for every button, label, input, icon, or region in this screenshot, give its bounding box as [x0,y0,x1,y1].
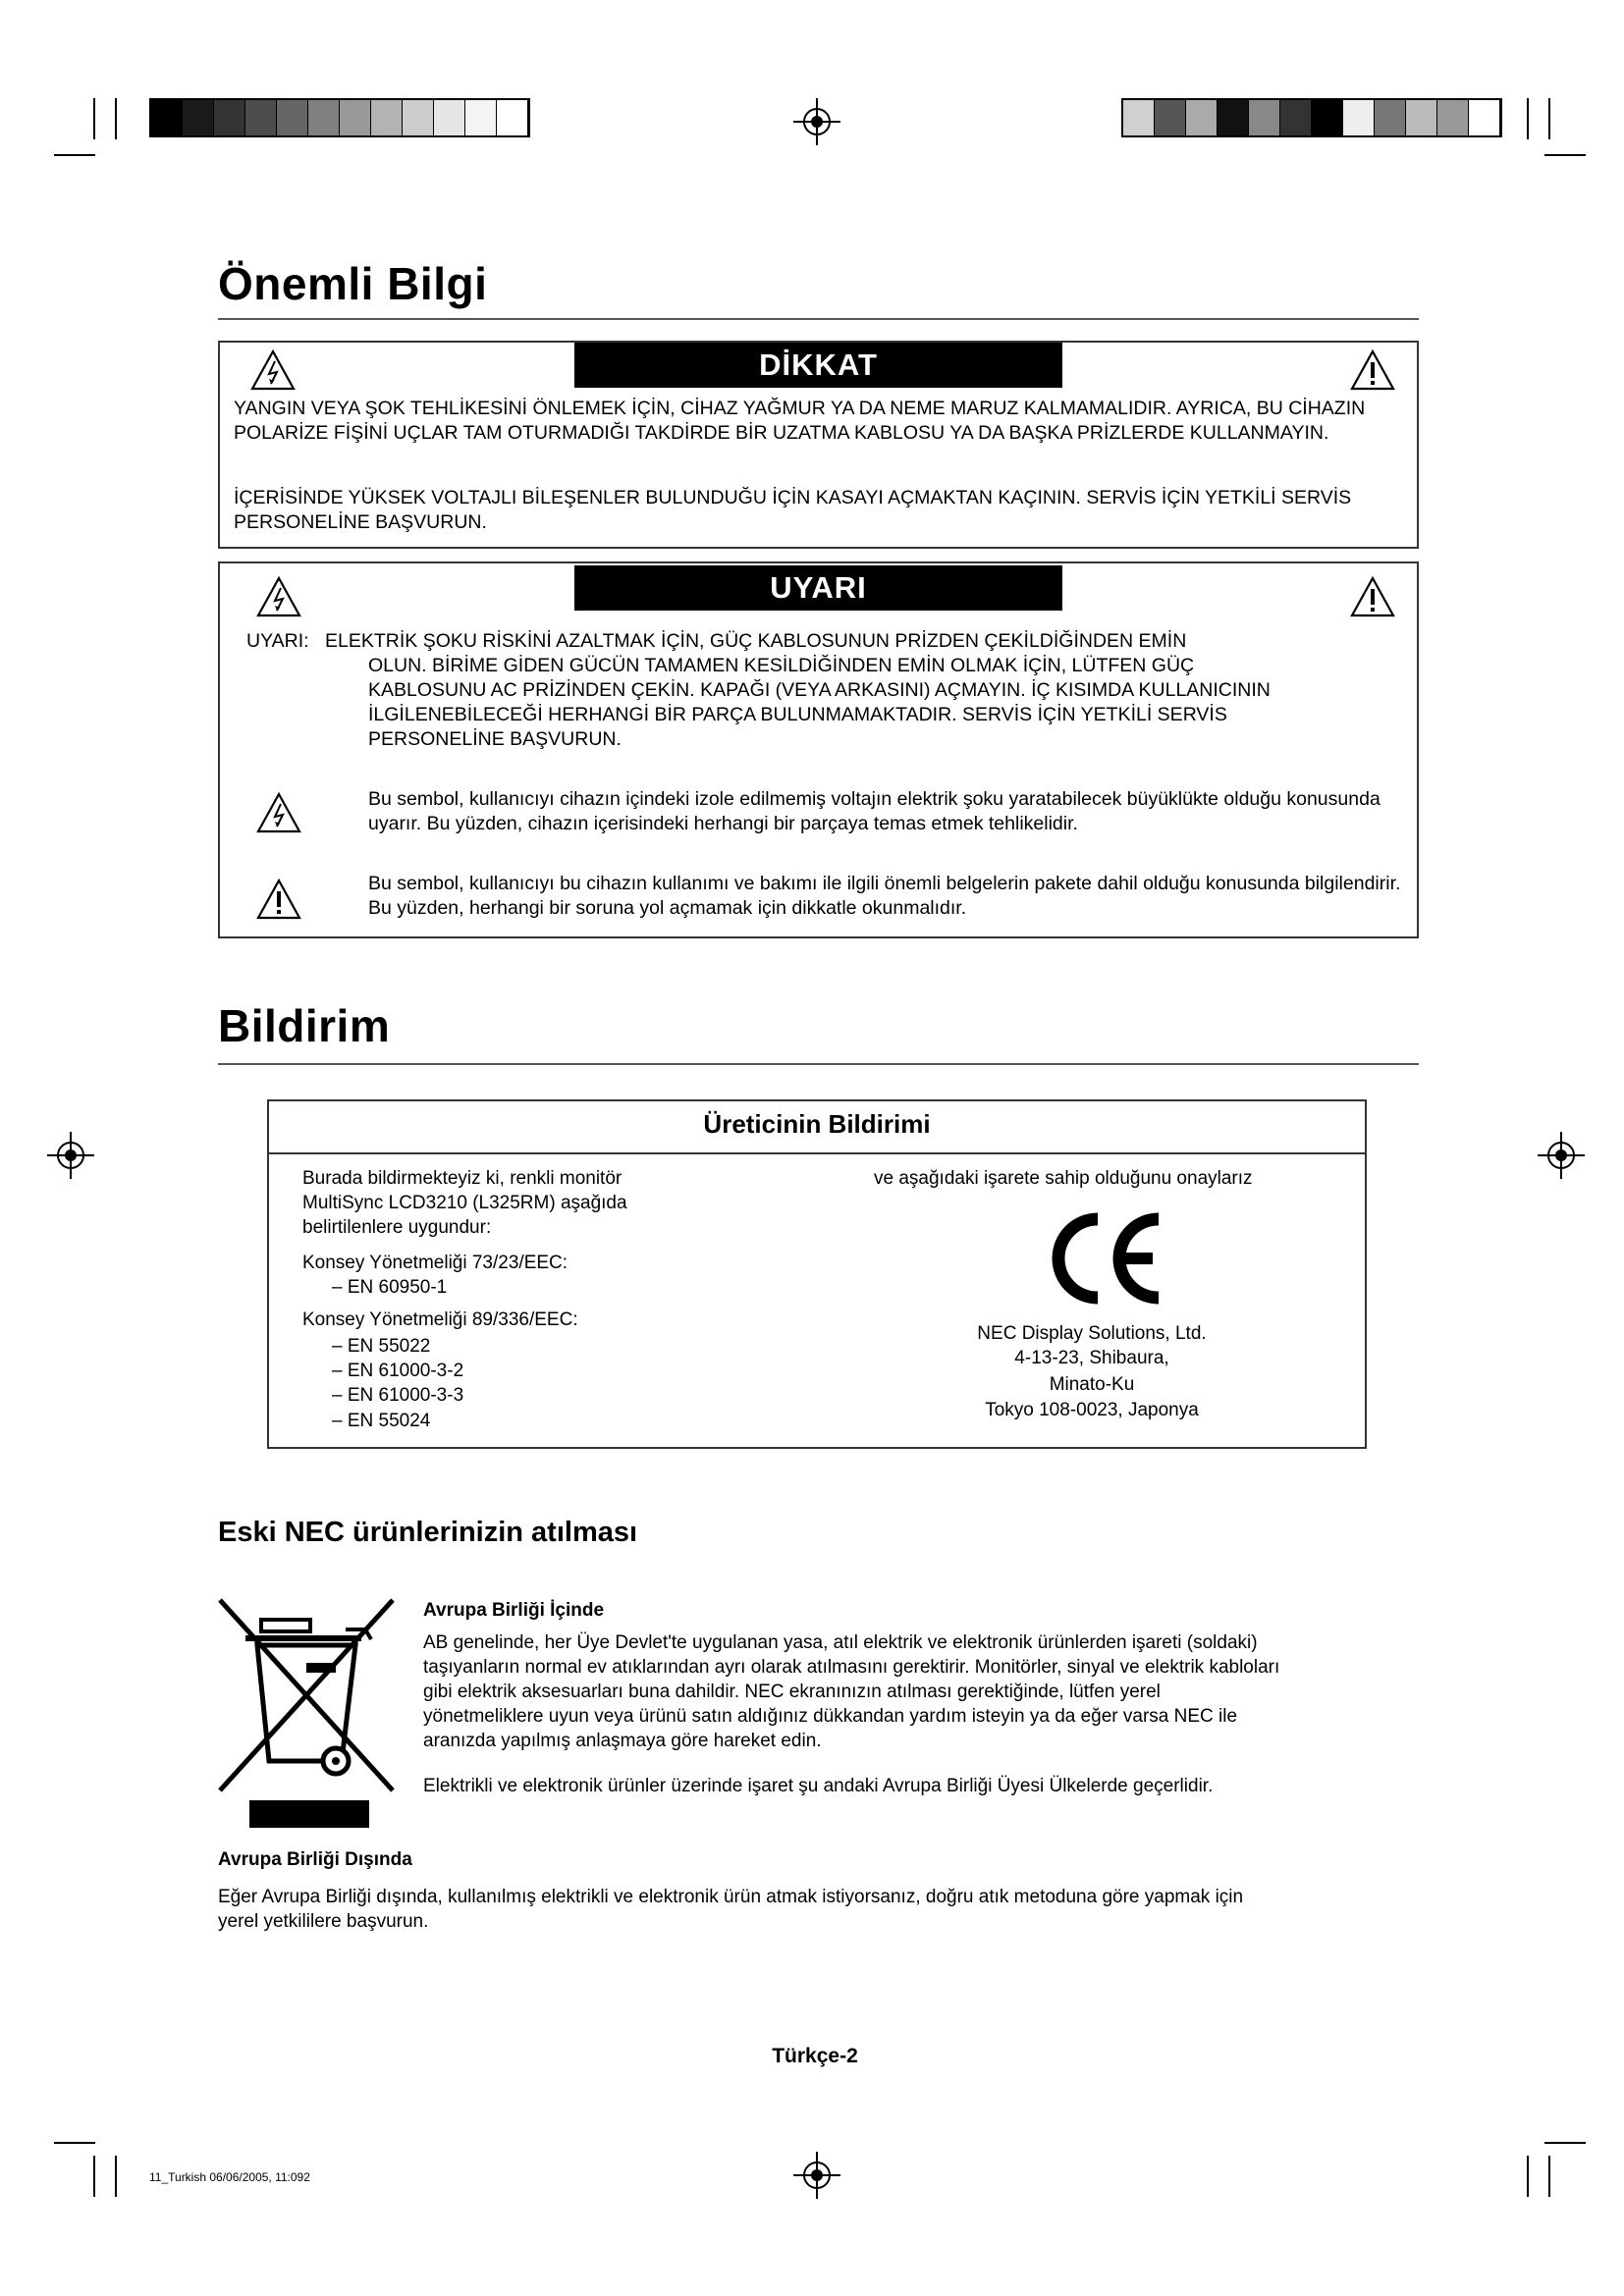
warning-line: ELEKTRİK ŞOKU RİSKİNİ AZALTMAK İÇİN, GÜÇ KABLOSUNUN PRİZDEN ÇEKİLDİĞİNDEN EMİN [325,630,1187,652]
caution-paragraph-1: YANGIN VEYA ŞOK TEHLİKESİNİ ÖNLEMEK İÇİN, CİHAZ YAĞMUR YA DA NEME MARUZ KALMAMALIDIR. AYRICA, BU CİHAZIN POLARİZE FİŞİNİ UÇLAR TAM OTURMADIĞI TAKDİRDE BİR UZATMA KABLOSU YA DA BAŞKA PRİZLERDE KULLANMAYIN. [234,398,1366,444]
declaration-left-line: Burada bildirmekteyiz ki, renkli monitör [302,1168,623,1189]
declaration-left-line: – EN 61000-3-3 [332,1385,464,1406]
declaration-left-line: – EN 60950-1 [332,1277,448,1298]
notice-rule [218,1063,1419,1065]
warning-line: PERSONELİNE BAŞVURUN. [368,728,622,750]
declaration-left-line: – EN 55022 [332,1336,431,1357]
title-rule [218,318,1419,320]
page-title-important: Önemli Bilgi [218,258,488,309]
declaration-separator [269,1152,1365,1154]
eu-text-line: taşıyanların normal ev atıklarından ayrı olarak atılmasını gerektirir. Monitörler, sinyal ve elektrik kabloları [423,1657,1280,1678]
eu-text-line: aranızda yapılmış anlaşmaya göre hareket edin. [423,1731,822,1751]
lightning-warning-icon [249,348,297,392]
eu-note: Elektrikli ve elektronik ürünler üzerinde işaret şu andaki Avrupa Birliği Üyesi Ülkelerde geçerlidir. [423,1776,1214,1796]
declaration-right-intro: ve aşağıdaki işarete sahip olduğunu onaylarız [874,1168,1253,1189]
declaration-left-line: – EN 61000-3-2 [332,1361,464,1381]
registration-mark-top-icon [793,98,840,145]
warning-line: İLGİLENEBİLECEĞİ HERHANGİ BİR PARÇA BULUNMAMAKTADIR. SERVİS İÇİN YETKİLİ SERVİS [368,704,1227,725]
page-number: Türkçe-2 [772,2045,858,2067]
caution-box [218,341,1419,549]
registration-mark-bottom-icon [793,2152,840,2199]
color-bar-left [149,98,530,137]
print-slug: 11_Turkish 06/06/2005, 11:092 [149,2170,310,2184]
declaration-left-line: Konsey Yönetmeliği 73/23/EEC: [302,1253,568,1273]
declaration-title: Üreticinin Bildirimi [703,1109,931,1139]
warning-banner: UYARI [574,565,1062,611]
crossed-out-wheelie-bin-icon [218,1598,401,1830]
declaration-box [267,1099,1367,1449]
exclamation-warning-icon [1349,575,1396,618]
non-eu-text-line: yerel yetkililere başvurun. [218,1911,429,1932]
declaration-left-line: – EN 55024 [332,1411,431,1431]
caution-paragraph-2: İÇERİSİNDE YÜKSEK VOLTAJLI BİLEŞENLER BULUNDUĞU İÇİN KASAYI AÇMAKTAN KAÇININ. SERVİS İÇİN YETKİLİ SERVİS PERSONELİNE BAŞVURUN. [234,487,1352,533]
eu-text-line: yönetmeliklere uyun veya ürünü satın aldığınız dükkandan yardım isteyin ya da eğer varsa NEC ile [423,1706,1238,1727]
company-line: 4-13-23, Shibaura, [1014,1348,1169,1368]
color-bar-right [1121,98,1502,137]
company-line: Tokyo 108-0023, Japonya [985,1400,1199,1420]
caution-banner: DİKKAT [574,343,1062,388]
disposal-title: Eski NEC ürünlerinizin atılması [218,1517,638,1548]
page-title-notice: Bildirim [218,1000,391,1051]
declaration-left-line: belirtilenlere uygundur: [302,1217,492,1238]
symbol-description-1: Bu sembol, kullanıcıyı cihazın içindeki izole edilmemiş voltajın elektrik şoku yaratabilecek büyüklükte olduğu konusunda uyarır. Bu yüzden, cihazın içerisindeki herhangi bir parçaya temas etmek tehlikelidir. [368,788,1380,834]
warning-label: UYARI: [246,630,309,652]
warning-box [218,561,1419,938]
ce-mark-icon [1043,1209,1164,1308]
lightning-symbol-icon [255,791,302,834]
registration-mark-right-icon [1538,1132,1585,1179]
exclamation-symbol-icon [255,878,302,921]
company-line: Minato-Ku [1049,1374,1135,1395]
warning-line: KABLOSUNU AC PRİZİNDEN ÇEKİN. KAPAĞI (VEYA ARKASINI) AÇMAYIN. İÇ KISIMDA KULLANICININ [368,679,1271,701]
symbol-description-2: Bu sembol, kullanıcıyı bu cihazın kullanımı ve bakımı ile ilgili önemli belgelerin pakete dahil olduğu konusunda bilgilendirir. Bu yüzden, herhangi bir soruna yol açmamak için dikkatle okunmalıdır. [368,873,1401,919]
declaration-left-line: MultiSync LCD3210 (L325RM) aşağıda [302,1193,627,1213]
eu-heading: Avrupa Birliği İçinde [423,1600,605,1621]
ce-mark-text [269,1101,270,1102]
warning-line: OLUN. BİRİME GİDEN GÜCÜN TAMAMEN KESİLDİĞİNDEN EMİN OLMAK İÇİN, LÜTFEN GÜÇ [368,655,1195,676]
non-eu-heading: Avrupa Birliği Dışında [218,1849,412,1870]
eu-text-line: gibi elektrik aksesuarları buna dahildir. NEC ekranınızın atılması gerektiğinde, lütfen yerel [423,1682,1161,1702]
non-eu-text-line: Eğer Avrupa Birliği dışında, kullanılmış elektrikli ve elektronik ürün atmak istiyorsanız, doğru atık metoduna göre yapmak için [218,1887,1244,1907]
company-line: NEC Display Solutions, Ltd. [977,1323,1207,1344]
lightning-warning-icon [255,575,302,618]
declaration-left-line: Konsey Yönetmeliği 89/336/EEC: [302,1309,578,1330]
eu-text-line: AB genelinde, her Üye Devlet'te uygulanan yasa, atıl elektrik ve elektronik ürünlerden işareti (soldaki) [423,1632,1258,1653]
registration-mark-left-icon [47,1132,94,1179]
exclamation-warning-icon [1349,348,1396,392]
